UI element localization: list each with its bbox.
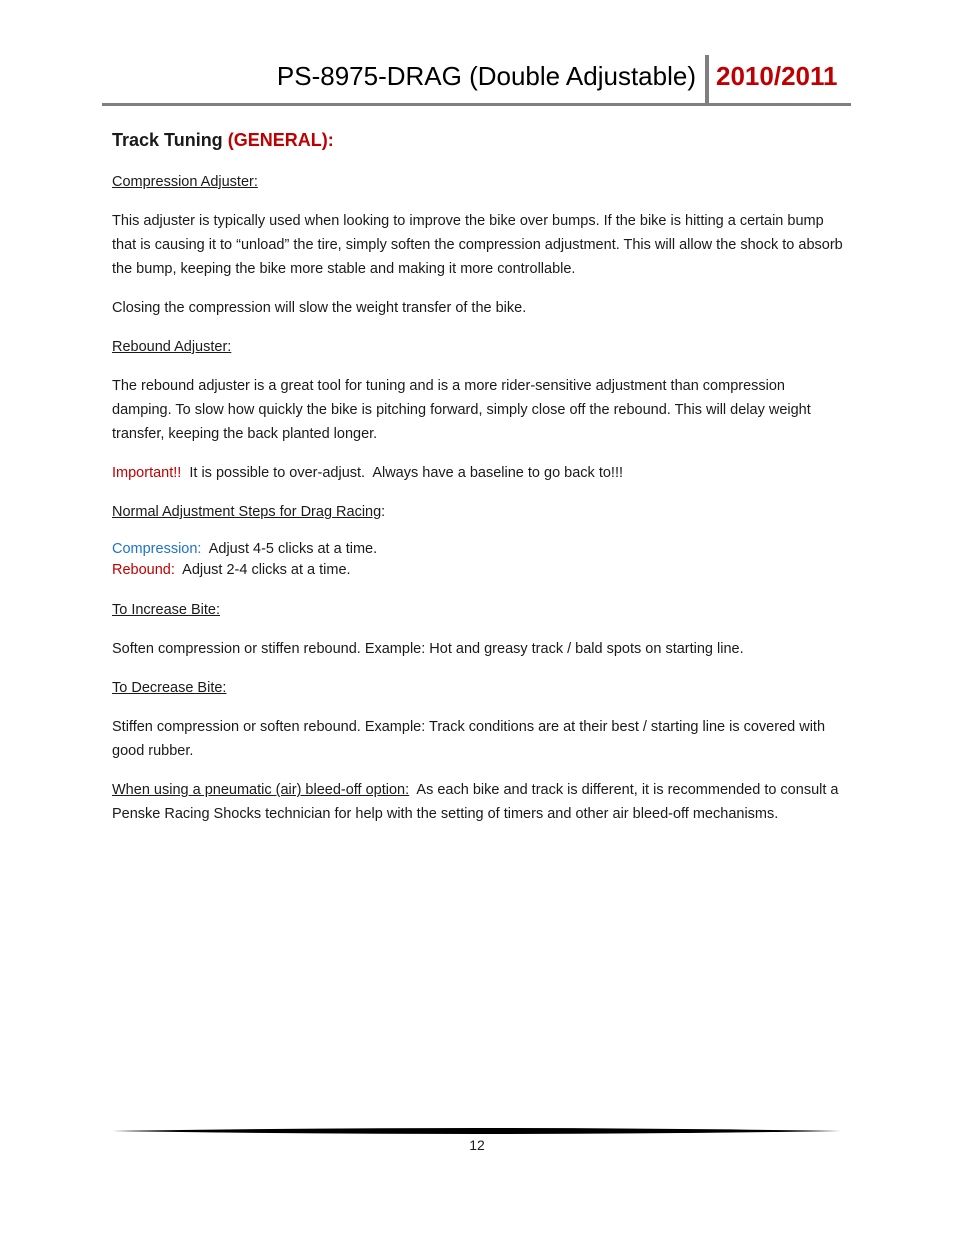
page-number: 12 — [469, 1137, 485, 1153]
pneumatic-paragraph — [112, 778, 844, 826]
section-title-accent: (GENERAL): — [227, 130, 334, 150]
steps-list — [112, 539, 844, 581]
step-compression: Compression: Adjust 4-5 clicks at a time. — [112, 541, 378, 557]
page-header — [102, 55, 851, 106]
increase-bite-text: Soften compression or stiffen rebound. Example: Hot and greasy track / bald spots on starting line. — [112, 641, 744, 657]
important-note — [112, 461, 844, 485]
compression-note: Closing the compression will slow the weight transfer of the bike. — [112, 300, 527, 316]
rebound-paragraph: The rebound adjuster is a great tool for tuning and is a more rider-sensitive adjustment than compression damping. To slow how quickly the bike is pitching forward, simply close off the rebound. This will delay weight transfer, keeping the back planted longer. — [112, 378, 811, 442]
steps-heading: Normal Adjustment Steps for Drag Racing: — [112, 504, 386, 520]
section-title: Track Tuning — [112, 130, 223, 150]
document-title: PS-8975-DRAG (Double Adjustable) — [276, 61, 696, 91]
increase-bite-heading: To Increase Bite: — [112, 602, 220, 618]
rebound-heading: Rebound Adjuster: — [112, 339, 232, 355]
document-year: 2010/2011 — [716, 61, 838, 91]
important-label: Important!! — [112, 465, 182, 481]
decrease-bite-heading: To Decrease Bite: — [112, 680, 227, 696]
important-text: It is possible to over-adjust. Always have a baseline to go back to!!! — [181, 465, 623, 481]
step-rebound: Rebound: Adjust 2-4 clicks at a time. — [112, 562, 351, 578]
footer-divider — [112, 1124, 841, 1138]
page-content — [112, 127, 844, 841]
compression-paragraph: This adjuster is typically used when looking to improve the bike over bumps. If the bike is hitting a certain bump that is causing it to “unload” the tire, simply soften the compression adjustment. This will allow the shock to absorb the bump, keeping the bike more stable and making it more controllable. — [112, 213, 843, 277]
compression-heading: Compression Adjuster: — [112, 174, 258, 190]
section-heading — [112, 127, 844, 153]
pneumatic-heading: When using a pneumatic (air) bleed-off option: — [112, 782, 410, 798]
pneumatic-text: As each bike and track is different, it is recommended to consult a Penske Racing Shocks technician for help with the setting of timers and other air bleed-off mechanisms. — [112, 782, 843, 822]
header-separator — [705, 55, 709, 103]
decrease-bite-text: Stiffen compression or soften rebound. Example: Track conditions are at their best / starting line is covered with good rubber. — [112, 719, 826, 759]
